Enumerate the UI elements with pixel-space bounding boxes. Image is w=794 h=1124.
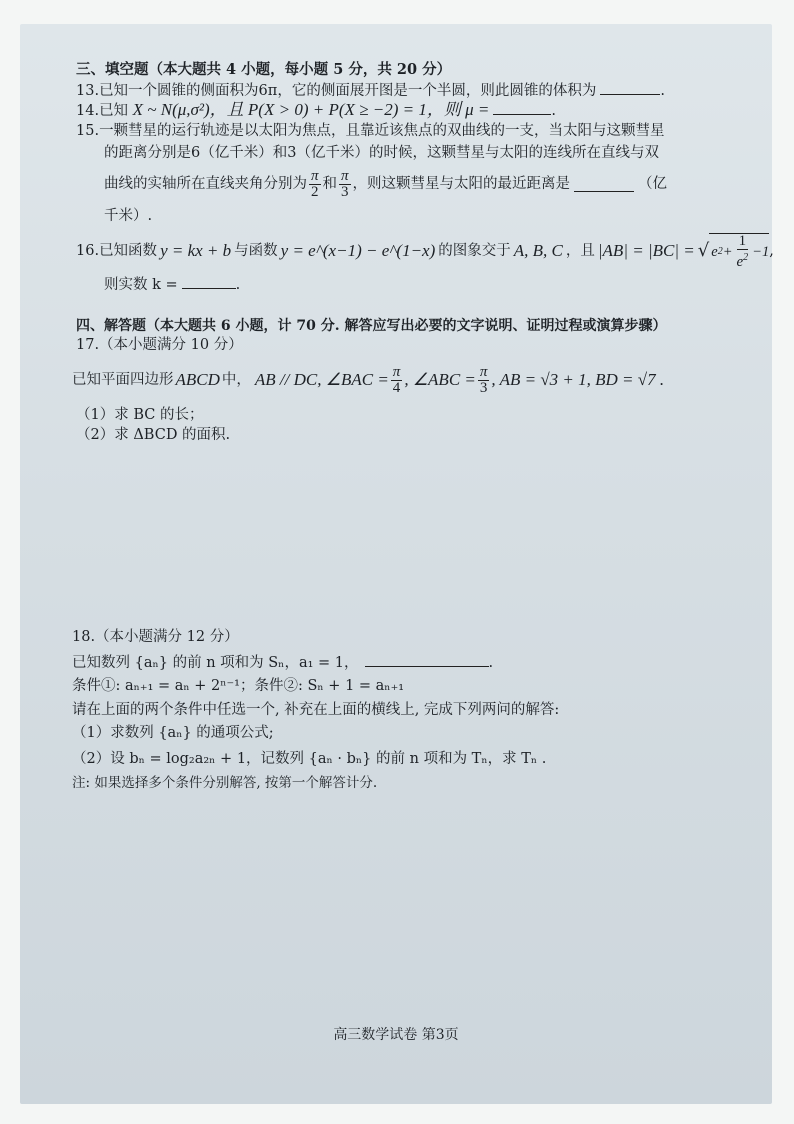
q15-answer-blank [574,177,634,192]
section4-heading: 四、解答题（本大题共 6 小题，计 70 分. 解答应写出必要的文字说明、证明过程或演算步骤） [76,318,667,334]
q17-stem-c: 中， [221,372,251,388]
q18-head: 18.（本小题满分 12 分） [72,629,239,645]
q17-math-1: AB // DC, ∠BAC = [254,370,389,389]
q16-text-a: 已知函数 [99,243,158,259]
q15-text-3d: （亿 [638,176,668,192]
q18-stem-end: . [488,655,494,671]
q14: 14.已知 X ~ N(μ,σ²)，且 P(X > 0) + P(X ≥ −2) = 1，则 μ = . [76,100,556,119]
q14-prefix: 已知 [99,103,129,119]
q17-stem [72,362,664,398]
q17-head: 17.（本小题满分 10 分） [76,337,243,353]
q15-text-3b: 和 [322,176,338,192]
q15-frac-pi-2: $\frac{\pi}{2}$ [311,167,319,200]
q15-frac-pi-3: $\frac{\pi}{3}$ [341,167,349,200]
q15-line3 [104,166,667,202]
q18-note: 注: 如果选择多个条件分别解答, 按第一个解答计分. [72,775,378,791]
q16-text-line2: 则实数 k = [104,277,178,293]
page-footer: 高三数学试卷 第3页 [333,1027,459,1043]
q13-num: 13. [76,83,100,99]
q16-line2: 则实数 k = . [104,274,240,294]
q15-num: 15. [76,123,100,139]
q18-condition-blank [365,652,489,667]
q17-stem-a: 已知平面四边形 [72,372,174,388]
q17-math-2: , ∠ABC = [404,370,476,389]
exam-page [20,24,772,1104]
q17-math-3: , AB = √3 + 1, BD = √7 . [491,370,665,389]
q16-answer-blank [182,274,236,289]
q15-text-1: 一颗彗星的运行轨迹是以太阳为焦点，且靠近该焦点的双曲线的一支，当太阳与这颗彗星 [99,123,665,139]
q16-sqrt-body: e 2 + $\frac{1}{e^2}$ −1 [711,232,770,270]
q14-answer-blank [493,100,551,115]
q18-stem-a: 已知数列 {aₙ} 的前 n 项和为 Sₙ，a₁ = 1， [72,655,359,671]
q17-part1: （1）求 BC 的长； [76,407,204,423]
q16-text-c: 的图象交于 [438,243,511,259]
q16-math-line: y = kx + b [160,241,232,260]
section3-heading: 三、填空题（本大题共 4 小题，每小题 5 分，共 20 分） [76,61,452,78]
q17-frac-pi-4: $\frac{\pi}{4}$ [392,363,401,396]
q18-stem [72,652,493,672]
q15-text-3a: 曲线的实轴所在直线夹角分别为 [104,176,307,192]
q13: 13.已知一个圆锥的侧面积为6π，它的侧面展开图是一个半圆，则此圆锥的体积为 . [76,80,665,100]
q15-line4: 千米）. [104,208,153,224]
q14-math: X ~ N(μ,σ²)，且 P(X > 0) + P(X ≥ −2) = 1，则 μ = [132,100,490,119]
q16-math-dist: |AB| = |BC| = [597,241,695,260]
q13-answer-blank [600,80,660,95]
q14-num: 14. [76,103,100,119]
q18-part1: （1）求数列 {aₙ} 的通项公式; [72,725,274,741]
q16-math-func: y = e^(x−1) − e^(1−x) [280,241,436,260]
q13-text: 已知一个圆锥的侧面积为6π，它的侧面展开图是一个半圆，则此圆锥的体积为 [99,83,597,99]
q15-text-3c: ，则这颗彗星与太阳的最近距离是 [352,176,571,192]
q18-instruction: 请在上面的两个条件中任选一个, 补充在上面的横线上, 完成下列两问的解答: [72,702,560,718]
q17-part2: （2）求 ΔBCD 的面积. [76,427,231,443]
q16-math-points: A, B, C [513,241,563,260]
q15-line2: 的距离分别是6（亿千米）和3（亿千米）的时候，这颗彗星与太阳的连线所在直线与双 [104,145,659,161]
q16-num: 16. [76,243,100,259]
q16-line1: 16. 已知函数 y = kx + b 与函数 y = e^(x−1) − e^(1−x) 的图象交于 A, B, C ，且 |AB| = |BC| = √ e 2 + $\frac{1}{e^2}$ −1 , [76,232,774,270]
q17-frac-pi-3: $\frac{\pi}{3}$ [479,363,488,396]
q16-sqrt-sign: √ [697,240,710,261]
q18-part2: （2）设 bₙ = log₂a₂ₙ + 1，记数列 {aₙ · bₙ} 的前 n 项和为 Tₙ，求 Tₙ . [72,751,547,767]
q17-stem-b: ABCD [175,370,220,389]
q16-text-d: ，且 [565,243,595,259]
q16-text-b: 与函数 [234,243,278,259]
q15-line1 [76,122,665,140]
q18-conditions: 条件①: aₙ₊₁ = aₙ + 2ⁿ⁻¹；条件②: Sₙ + 1 = aₙ₊₁ [72,678,405,694]
